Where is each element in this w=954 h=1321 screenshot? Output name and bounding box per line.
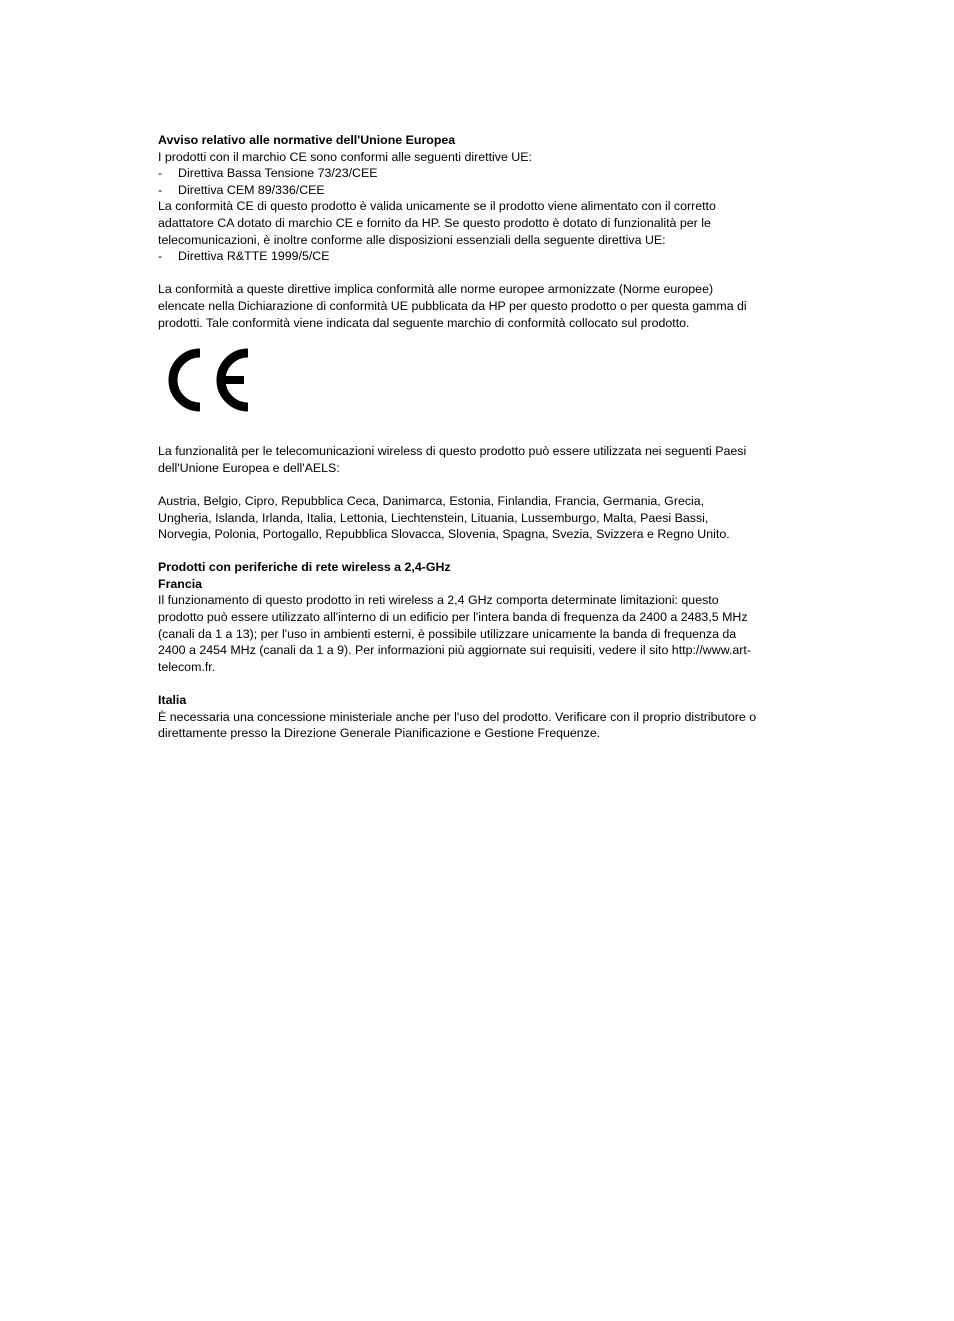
france-heading: Francia — [158, 576, 203, 591]
directive-text: Direttiva CEM 89/336/CEE — [178, 182, 325, 197]
list-dash: - — [158, 182, 163, 197]
list-dash: - — [158, 166, 163, 181]
eu-notice-heading: Avviso relativo alle normative dell'Unione Europea — [158, 133, 456, 147]
countries-paragraph: Austria, Belgio, Cipro, Repubblica Ceca, Danimarca, Estonia, Finlandia, Francia, Germania, Grecia, Ungheria, Islanda, Irlanda, Italia, Lettonia, Liechtenstein, Lituania, Lussemburgo, Malta, Paesi Bassi, Norvegia, Polonia, Portogallo, Repubblica Slovacca, Slovenia, Spagna, Svezia, Svizzera e Regno Unito. — [158, 493, 730, 542]
directive-text: Direttiva R&TTE 1999/5/CE — [178, 249, 330, 264]
spacer — [158, 675, 758, 692]
spacer — [158, 476, 758, 493]
conformity-paragraph: La conformità CE di questo prodotto è valida unicamente se il prodotto viene alimentato con il corretto adattatore CA dotato di marchio CE e fornito da HP. Se questo prodotto è dotato di funzionalità per le telecomunicazioni, è inoltre conforme alle disposizioni essenziali della seguente direttiva UE: — [158, 199, 716, 247]
italy-paragraph: È necessaria una concessione ministeriale anche per l'uso del prodotto. Verificare con il proprio distributore o direttamente presso la Direzione Generale Pianificazione e Gestione Frequenze. — [158, 709, 757, 741]
france-paragraph: Il funzionamento di questo prodotto in reti wireless a 2,4 GHz comporta determinate limitazioni: questo prodotto può essere utilizzato all'interno di un edificio per l'intera banda di frequenza da 2400 a 2483,5 MHz (canali da 1 a 13); per l'uso in ambienti esterni, è possibile utilizzare unicamente la banda di frequenza da 2400 a 2454 MHz (canali da 1 a 9). Per informazioni più aggiornate sui requisiti, vedere il sito http://www.art-telecom.fr. — [158, 593, 751, 674]
directive-item — [158, 182, 758, 199]
ce-mark-icon — [162, 345, 254, 415]
document-page — [158, 132, 758, 742]
wireless-paragraph: La funzionalità per le telecomunicazioni wireless di questo prodotto può essere utilizzata nei seguenti Paesi dell'Unione Europea e dell'AELS: — [158, 444, 747, 475]
spacer — [158, 543, 758, 560]
harmonized-paragraph: La conformità a queste direttive implica conformità alle norme europee armonizzate (Norme europee) elencate nella Dichiarazione di conformità UE pubblicata da HP per questo prodotto o per questa gamma di prodotti. Tale conformità viene indicata dal seguente marchio di conformità collocato sul prodotto. — [158, 282, 747, 330]
spacer — [158, 265, 758, 282]
directive-item — [158, 165, 758, 182]
directive-text: Direttiva Bassa Tensione 73/23/CEE — [178, 166, 378, 181]
eu-notice-intro: I prodotti con il marchio CE sono conformi alle seguenti direttive UE: — [158, 149, 532, 164]
directive-item — [158, 248, 758, 265]
wireless-section-heading: Prodotti con periferiche di rete wireless a 2,4-GHz — [158, 560, 451, 575]
ce-mark-logo — [162, 345, 258, 421]
italy-heading: Italia — [158, 693, 187, 708]
list-dash: - — [158, 249, 163, 264]
